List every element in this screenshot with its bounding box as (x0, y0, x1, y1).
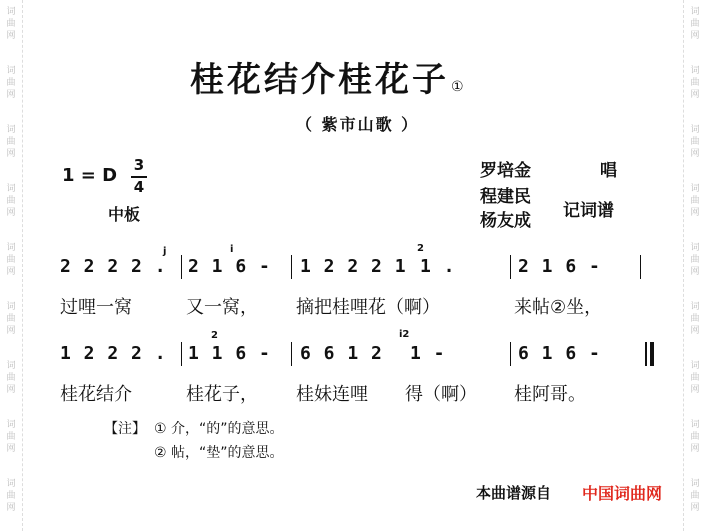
grace-note: i2 (399, 329, 410, 340)
notes-2-4: 1 - (410, 343, 446, 364)
grace-note: 2 (211, 330, 218, 341)
lyrics-2-4: 得（啊） (405, 384, 477, 405)
grace-note: 2 (417, 243, 424, 254)
song-title: 桂花结介桂花子 ① (190, 60, 464, 100)
watermark-text: 词 曲 网 (690, 66, 700, 100)
notes-2-5: 6 1 6 - (518, 343, 601, 364)
watermark-text: 词 曲 网 (690, 302, 700, 336)
notes-2-3: 6 6 1 2 (300, 343, 383, 364)
lyrics-1-4: 来帖②坐， (514, 297, 603, 318)
notes-1-4: 1 . (420, 256, 456, 277)
time-signature-bottom: 4 (133, 178, 145, 196)
lyrics-2-1: 桂花结介 (60, 384, 132, 405)
final-barline-thick (650, 342, 654, 366)
recorder: 杨友成 (480, 211, 531, 231)
source-label: 本曲谱源自 (476, 484, 552, 502)
watermark-text: 词 曲 网 (690, 479, 700, 513)
footnote-2: ② 帖，“垫”的意思。 (154, 445, 284, 461)
watermark-text: 词 曲 网 (690, 420, 700, 454)
watermark-text: 词 曲 网 (690, 125, 700, 159)
watermark-text: 词 曲 网 (690, 361, 700, 395)
tempo-marking: 中板 (108, 205, 141, 224)
left-watermark-strip (0, 0, 23, 531)
barline (640, 255, 641, 279)
watermark-text: 词 曲 网 (690, 243, 700, 277)
watermark-text: 词 曲 网 (6, 184, 16, 218)
lyrics-1-3: 摘把桂哩花（啊） (296, 297, 440, 318)
song-subtitle: （ 紫市山歌 ） (296, 115, 420, 134)
notes-2-2: 1 1 6 - (188, 343, 271, 364)
singer-1: 罗培金 (480, 161, 531, 181)
watermark-text: 词 曲 网 (6, 479, 16, 513)
barline (291, 342, 292, 366)
barline (291, 255, 292, 279)
watermark-text: 词 曲 网 (6, 361, 16, 395)
final-barline-thin (645, 342, 647, 366)
barline (510, 255, 511, 279)
watermark-text: 词 曲 网 (6, 125, 16, 159)
watermark-text: 词 曲 网 (6, 7, 16, 41)
barline (181, 342, 182, 366)
singer-2: 程建民 (480, 187, 531, 207)
notes-1-2: 2 1 6 - (188, 256, 271, 277)
right-watermark-strip (683, 0, 706, 531)
notes-label: 【注】 (104, 421, 146, 437)
watermark-text: 词 曲 网 (6, 243, 16, 277)
lyrics-1-2: 又一窝， (186, 297, 258, 318)
watermark-text: 词 曲 网 (690, 7, 700, 41)
grace-note: j (163, 246, 167, 257)
watermark-text: 词 曲 网 (690, 184, 700, 218)
key-signature: 1 = D (62, 165, 118, 186)
notes-1-3: 1 2 2 2 1 (300, 256, 407, 277)
lyrics-1-1: 过哩一窝 (60, 297, 132, 318)
watermark-text: 词 曲 网 (6, 420, 16, 454)
notes-1-5: 2 1 6 - (518, 256, 601, 277)
lyrics-2-5: 桂阿哥。 (514, 384, 586, 405)
title-footnote: ① (451, 79, 464, 95)
time-signature-top: 3 (133, 156, 145, 174)
grace-note: i (230, 244, 234, 255)
lyrics-2-3: 桂妹连哩 (296, 384, 368, 405)
role-singer: 唱 (600, 161, 617, 181)
watermark-text: 词 曲 网 (6, 66, 16, 100)
notes-2-1: 1 2 2 2 . (60, 343, 167, 364)
site-name-link[interactable]: 中国词曲网 (582, 484, 663, 503)
footnote-1: ① 介，“的”的意思。 (154, 421, 284, 437)
role-recorder: 记词谱 (563, 201, 614, 221)
barline (510, 342, 511, 366)
watermark-text: 词 曲 网 (6, 302, 16, 336)
notes-1-1: 2 2 2 2 . (60, 256, 167, 277)
barline (181, 255, 182, 279)
lyrics-2-2: 桂花子， (186, 384, 258, 405)
